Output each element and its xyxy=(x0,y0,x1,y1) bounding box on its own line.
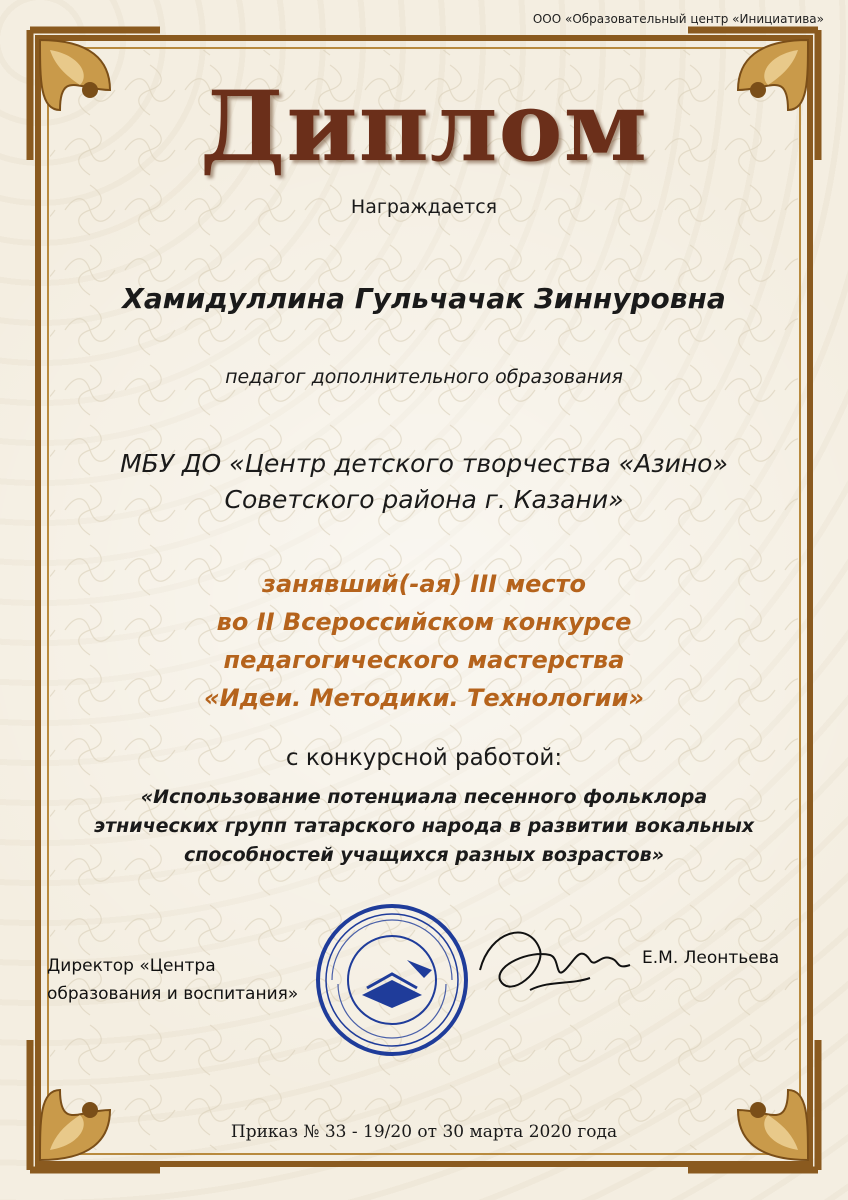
handwritten-signature xyxy=(470,910,640,1010)
achievement-block xyxy=(0,565,848,717)
corner-ornament-bottom-right xyxy=(678,1030,828,1180)
achievement-line-1: занявший(-ая) III место xyxy=(262,570,586,598)
signer-role xyxy=(47,952,298,1008)
diploma-title: Диплом xyxy=(200,70,648,183)
recipient-institution xyxy=(0,446,848,518)
official-seal xyxy=(312,900,472,1060)
institution-line-1: МБУ ДО «Центр детского творчества «Азино» xyxy=(120,449,728,478)
order-reference: Приказ № 33 - 19/20 от 30 марта 2020 года xyxy=(230,1122,618,1142)
work-title-line-3: способностей учащихся разных возрастов» xyxy=(183,844,665,866)
signer-role-line-1: Директор «Центра xyxy=(47,956,216,976)
recipient-name: Хамидуллина Гульчачак Зиннуровна xyxy=(122,282,726,315)
institution-line-2: Советского района г. Казани» xyxy=(224,485,624,514)
achievement-line-3: педагогического мастерства xyxy=(223,646,625,674)
achievement-line-2: во II Всероссийском конкурсе xyxy=(216,608,632,636)
work-title-line-2: этнических групп татарского народа в развитии вокальных xyxy=(93,815,755,837)
awarded-label: Награждается xyxy=(350,196,498,218)
signer-name: Е.М. Леонтьева xyxy=(642,948,780,968)
work-label: с конкурсной работой: xyxy=(285,745,563,771)
recipient-position: педагог дополнительного образования xyxy=(225,366,623,388)
work-title-line-1: «Использование потенциала песенного фольклора xyxy=(140,786,708,808)
work-title xyxy=(0,783,848,870)
achievement-line-4: «Идеи. Методики. Технологии» xyxy=(203,684,644,712)
corner-ornament-bottom-left xyxy=(20,1030,170,1180)
signer-role-line-2: образования и воспитания» xyxy=(47,984,299,1004)
organization-name: ООО «Образовательный центр «Инициатива» xyxy=(532,12,824,26)
